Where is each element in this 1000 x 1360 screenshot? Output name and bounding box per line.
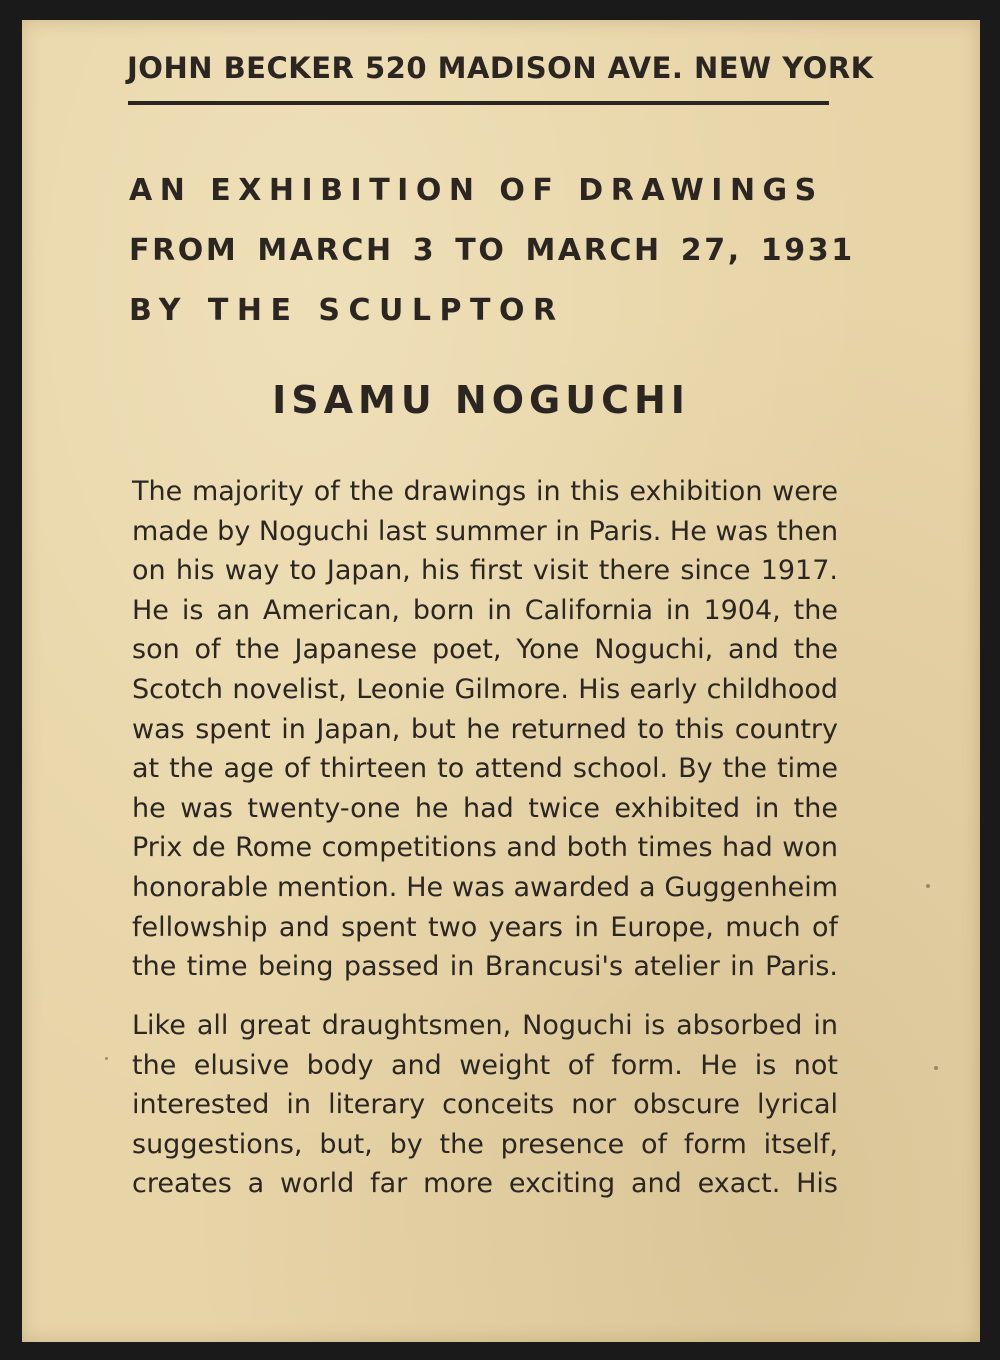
paper-speck [934,1066,938,1070]
paragraph-critique [132,1006,838,1204]
intro-line-1: AN EXHIBITION OF DRAWINGS [129,173,824,208]
gallery-header: JOHN BECKER 520 MADISON AVE. NEW YORK [127,51,874,85]
paragraph-line: son of the Japanese poet, Yone Noguchi, and the [132,634,838,666]
paragraph-line: he was twenty-one he had twice exhibited in the [132,792,838,824]
paper-speck [926,884,930,888]
paragraph-line: the time being passed in Brancusi's atelier in Paris. [132,951,838,983]
paragraph-line: creates a world far more exciting and exact. His [132,1168,838,1200]
paragraph-line: The majority of the drawings in this exhibition were [132,476,838,507]
artist-name: ISAMU NOGUCHI [272,378,690,422]
paper-speck [105,1057,108,1060]
paragraph-line: the elusive body and weight of form. He is not [132,1049,838,1081]
header-rule [128,101,829,105]
paragraph-line: Prix de Rome competitions and both times had won [132,832,838,864]
intro-line-2: FROM MARCH 3 TO MARCH 27, 1931 [129,233,855,268]
paragraph-line: suggestions, but, by the presence of form itself, [132,1128,838,1160]
exhibition-card [22,20,980,1342]
paragraph-line: Scotch novelist, Leonie Gilmore. His early childhood [132,673,838,705]
paragraph-line: honorable mention. He was awarded a Guggenheim [132,871,838,903]
paragraph-line: Like all great draughtsmen, Noguchi is absorbed in [132,1010,838,1041]
paragraph-biography [132,472,838,987]
intro-line-3: BY THE SCULPTOR [129,293,565,328]
paragraph-line: interested in literary conceits nor obscure lyrical [132,1089,838,1121]
paragraph-line: fellowship and spent two years in Europe, much of [132,911,838,943]
paragraph-line: was spent in Japan, but he returned to this country [132,713,838,745]
paragraph-line: at the age of thirteen to attend school. By the time [132,753,838,785]
paragraph-line: on his way to Japan, his first visit there since 1917. [132,555,838,587]
paragraph-line: made by Noguchi last summer in Paris. He was then [132,515,839,547]
paragraph-line: He is an American, born in California in 1904, the [132,594,838,626]
